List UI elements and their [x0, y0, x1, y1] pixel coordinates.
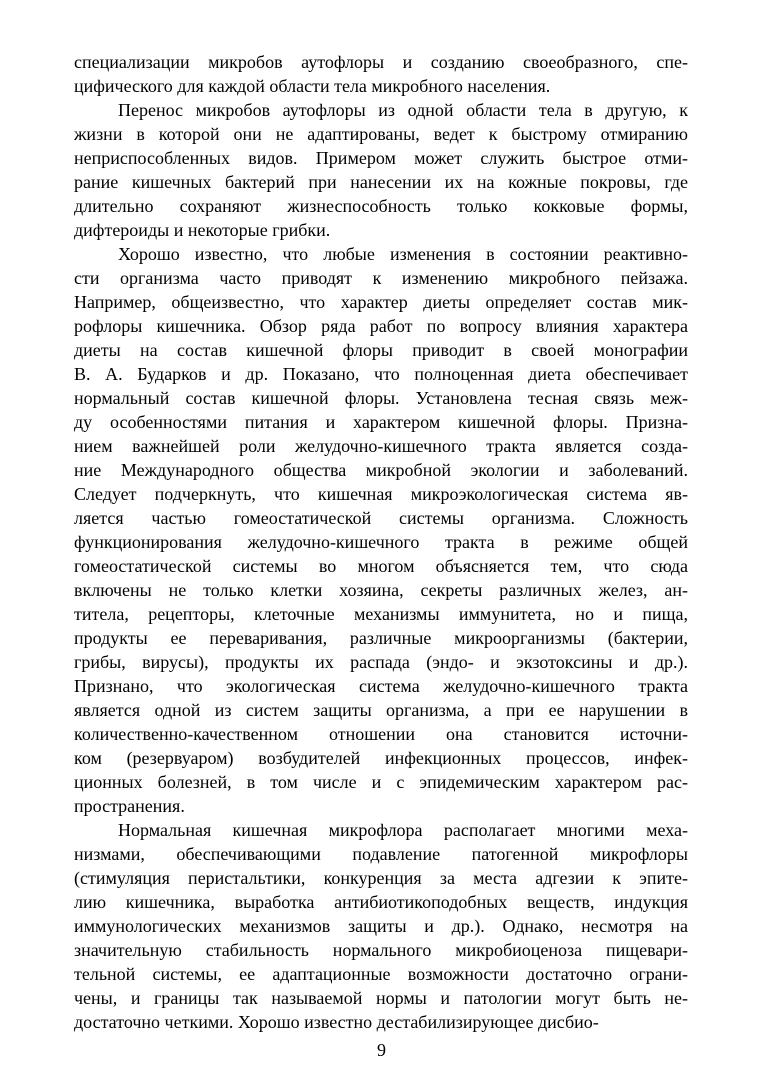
text-line: ду особенностями питания и характером кишечной флоры. Призна- — [74, 412, 688, 432]
paragraph-4 — [74, 818, 688, 1034]
text-line: В. А. Бударков и др. Показано, что полноценная диета обеспечивает — [74, 364, 688, 384]
text-line: ком (резервуаром) возбудителей инфекционных процессов, инфек- — [74, 748, 688, 768]
text-line: сти организма часто приводят к изменению микробного пейзажа. — [74, 268, 688, 288]
text-line: количественно-качественном отношении она становится источни- — [74, 724, 688, 744]
text-line: низмами, обеспечивающими подавление патогенной микрофлоры — [74, 844, 688, 864]
page-number: 9 — [377, 1040, 386, 1060]
text-line: гомеостатической системы во многом объясняется тем, что сюда — [74, 556, 688, 576]
text-line: чены, и границы так называемой нормы и патологии могут быть не- — [74, 988, 688, 1008]
text-line: значительную стабильность нормального микробиоценоза пищевари- — [74, 940, 688, 960]
text-line: функционирования желудочно-кишечного тракта в режиме общей — [74, 532, 688, 552]
text-line: титела, рецепторы, клеточные механизмы иммунитета, но и пища, — [74, 604, 688, 624]
text-line: Нормальная кишечная микрофлора располагает многими меха- — [118, 820, 688, 840]
text-line: ционных болезней, в том числе и с эпидемическим характером рас- — [74, 772, 688, 792]
text-line: нормальный состав кишечной флоры. Установлена тесная связь меж- — [74, 388, 688, 408]
text-line: ляется частью гомеостатической системы организма. Сложность — [74, 508, 688, 528]
text-line: нием важнейшей роли желудочно-кишечного тракта является созда- — [74, 436, 688, 456]
paragraph-2 — [74, 98, 688, 242]
text-line: диеты на состав кишечной флоры приводит в своей монографии — [74, 340, 688, 360]
text-line: жизни в которой они не адаптированы, ведет к быстрому отмиранию — [74, 124, 688, 144]
text-line: Хорошо известно, что любые изменения в состоянии реактивно- — [118, 244, 688, 264]
text-line: грибы, вирусы), продукты их распада (эндо- и экзотоксины и др.). — [74, 652, 688, 672]
text-line: рание кишечных бактерий при нанесении их на кожные покровы, где — [74, 172, 688, 192]
text-line: неприспособленных видов. Примером может служить быстрое отми- — [74, 148, 688, 168]
text-line: Следует подчеркнуть, что кишечная микроэкологическая система яв- — [74, 484, 688, 504]
text-line: (стимуляция перистальтики, конкуренция за места адгезии к эпите- — [74, 868, 688, 888]
text-line: специализации микробов аутофлоры и созданию своеобразного, спе- — [74, 52, 688, 72]
text-line: ние Международного общества микробной экологии и заболеваний. — [74, 460, 688, 480]
text-line: длительно сохраняют жизнеспособность только кокковые формы, — [74, 196, 688, 216]
text-line: достаточно четкими. Хорошо известно дестабилизирующее дисбио- — [74, 1012, 599, 1032]
text-line: тельной системы, ее адаптационные возможности достаточно ограни- — [74, 964, 688, 984]
paragraph-3 — [74, 242, 688, 818]
text-line: включены не только клетки хозяина, секреты различных желез, ан- — [74, 580, 688, 600]
paragraph-1 — [74, 50, 688, 98]
text-line: является одной из систем защиты организма, а при ее нарушении в — [74, 700, 688, 720]
text-line: иммунологических механизмов защиты и др.). Однако, несмотря на — [74, 916, 688, 936]
text-line: Например, общеизвестно, что характер диеты определяет состав мик- — [74, 292, 688, 312]
text-line: продукты ее переваривания, различные микроорганизмы (бактерии, — [74, 628, 688, 648]
text-line: рофлоры кишечника. Обзор ряда работ по вопросу влияния характера — [74, 316, 688, 336]
text-line: Признано, что экологическая система желудочно-кишечного тракта — [74, 676, 688, 696]
text-line: дифтероиды и некоторые грибки. — [74, 220, 331, 240]
body-text — [74, 50, 688, 1034]
text-line: пространения. — [74, 796, 185, 816]
text-line: лию кишечника, выработка антибиотикоподобных веществ, индукция — [74, 892, 688, 912]
text-line: Перенос микробов аутофлоры из одной области тела в другую, к — [118, 100, 688, 120]
text-line: цифического для каждой области тела микробного населения. — [74, 76, 551, 96]
